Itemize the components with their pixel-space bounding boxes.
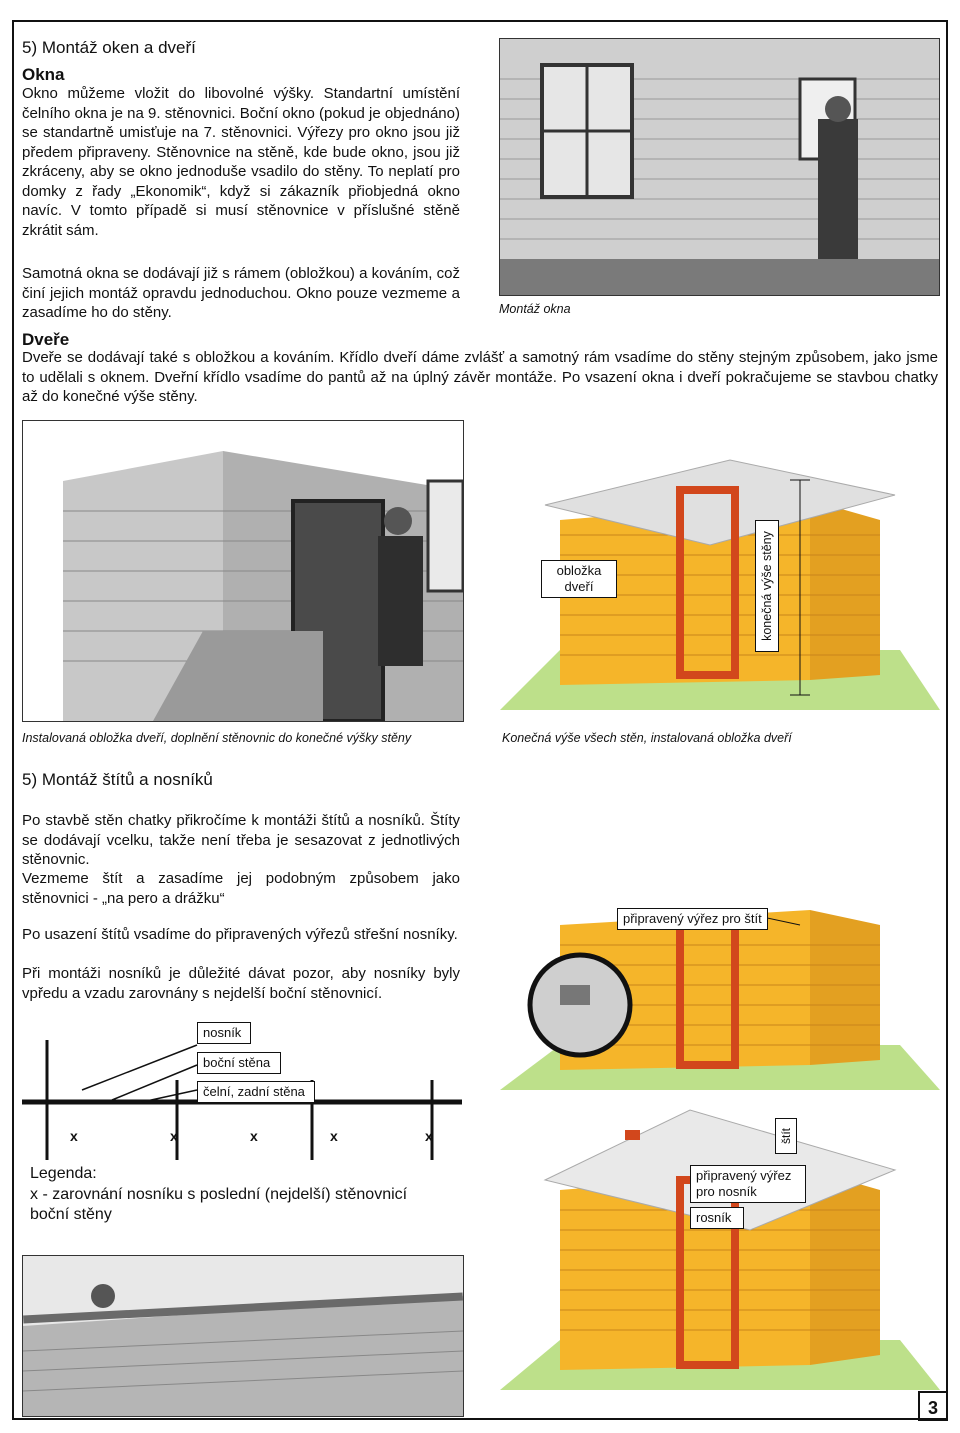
- house-diagram-gable: [500, 855, 940, 1095]
- label-gable: štít: [779, 1127, 793, 1145]
- gables-paragraph-4: Při montáži nosníků je důležité dávat pozor, aby nosníky byly vpředu a vzadu zarovnány s nejdelší boční stěnovnicí.: [22, 965, 460, 1002]
- photo-door-frame: [22, 420, 464, 722]
- caption-door-diagram: Konečná výše všech stěn, instalovaná obložka dveří: [502, 731, 792, 745]
- side-wall: [810, 500, 880, 680]
- windows-paragraph-1: Okno můžeme vložit do libovolné výšky. Standartní umístění čelního okna je na 9. stěnovnici. Boční okno (pokud je objednáno) se standartně umisťuje na 7. stěnovnici. Výřezy pro okno jsou již předem připraveny. Stěnovnice na stěně, kde bude okno, jsou již zkráceny, aby se okno jednoduše vsadilo do stěny. To neplatí pro domky z řady „Ekonomik“, když si zákazník přiobjedná okno navíc. V tomto případě si musí stěnovnice v příslušné stěně zkrátit sám.: [22, 85, 460, 239]
- diagram-gable-cutout: [500, 855, 940, 1095]
- caption-door-photo: Instalovaná obložka dveří, doplnění stěnovnic do konečné výšky stěny: [22, 731, 412, 745]
- marker-x-4: x: [330, 1128, 338, 1144]
- label-final-height: konečná výše stěny: [760, 531, 774, 641]
- label-beam-house: rosník: [690, 1207, 744, 1229]
- marker-x-1: x: [70, 1128, 78, 1144]
- window-photo-illustration: [500, 39, 939, 295]
- label-beam: nosník: [197, 1022, 251, 1044]
- subheading-doors: Dveře: [22, 330, 70, 349]
- beam-photo-illustration: [23, 1256, 463, 1416]
- gables-paragraph-2: Vezmeme štít a zasadíme jej podobným způsobem jako stěnovnici - „na pero a drážku“: [22, 870, 460, 907]
- section-heading-gables: 5) Montáž štítů a nosníků: [22, 770, 213, 789]
- legend-title: Legenda:: [30, 1165, 97, 1182]
- label-beam-cutout: připravený výřez pro nosník: [690, 1165, 806, 1203]
- house-diagram-beams: [500, 1100, 940, 1400]
- legend-text: x - zarovnání nosníku s poslední (nejdelší) stěnovnicí boční stěny: [30, 1186, 408, 1223]
- diagram-beam-cutout: [500, 1100, 940, 1400]
- gables-paragraph-3: Po usazení štítů vsadíme do připravených výřezů střešní nosníky.: [22, 926, 458, 943]
- windows-paragraph-2: Samotná okna se dodávají již s rámem (obložkou) a kováním, což činí jejich montáž opravdu jednoduchou. Okno pouze vezmeme a zasadíme ho do stěny.: [22, 265, 460, 321]
- section-heading-windows: 5) Montáž oken a dveří: [22, 38, 196, 57]
- label-side-wall: boční stěna: [197, 1052, 281, 1074]
- page-number: 3: [918, 1391, 948, 1421]
- label-gable-cutout: připravený výřez pro štít: [617, 908, 768, 930]
- photo-beam-installation: [22, 1255, 464, 1417]
- photo-window-installation: [499, 38, 940, 296]
- label-gable-box: [775, 1118, 797, 1154]
- doors-paragraph: Dveře se dodávají také s obložkou a kováním. Křídlo dveří dáme zvlášť a samotný rám vsadíme do stěny stejným způsobem, jako jsme to udělali s oknem. Dveřní křídlo vsadíme do pantů až na úplný závěr montáže. Po vsazení okna i dveří pokračujeme se stavbou chatky až do konečné výše stěny.: [22, 349, 938, 405]
- door-photo-illustration: [23, 421, 463, 721]
- marker-x-3: x: [250, 1128, 258, 1144]
- label-door-frame: obložka dveří: [541, 560, 617, 598]
- subheading-windows: Okna: [22, 65, 65, 84]
- marker-x-5: x: [425, 1128, 433, 1144]
- marker-x-2: x: [170, 1128, 178, 1144]
- label-final-height-box: [755, 520, 779, 652]
- gables-paragraph-1: Po stavbě stěn chatky přikročíme k montáži štítů a nosníků. Štíty se dodávají vcelku, takže není třeba je sesazovat z jednotlivých stěnovnic.: [22, 812, 460, 868]
- caption-window-photo: Montáž okna: [499, 302, 571, 316]
- label-front-wall: čelní, zadní stěna: [197, 1081, 315, 1103]
